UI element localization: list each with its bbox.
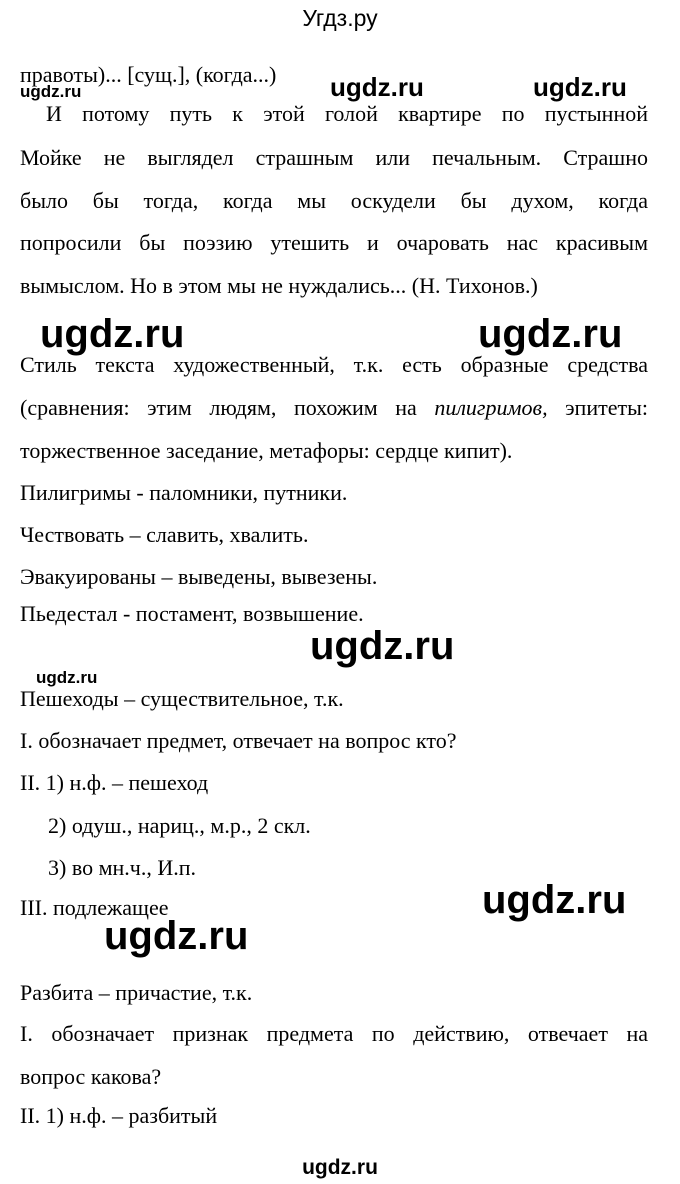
paragraph-line: было бы тогда, когда мы оскудели бы духом, когда: [20, 188, 648, 213]
footer-watermark: ugdz.ru: [302, 1156, 378, 1179]
watermark-lower-left: ugdz.ru: [104, 914, 249, 958]
morphology-line: II. 1) н.ф. – разбитый: [20, 1103, 218, 1128]
paragraph-line: [20, 395, 648, 421]
definition-line: Чествовать – славить, хвалить.: [20, 522, 309, 547]
morphology-line: III. подлежащее: [20, 895, 169, 920]
page-header-title: Угдз.ру: [302, 5, 378, 31]
paragraph-line: торжественное заседание, метафоры: сердце кипит).: [20, 438, 513, 463]
paragraph-line: И потому путь к этой голой квартире по пустынной: [46, 101, 648, 126]
definition-line: Пилигримы - паломники, путники.: [20, 480, 348, 505]
paragraph-line: вымыслом. Но в этом мы не нуждались... (Н. Тихонов.): [20, 273, 538, 298]
paragraph-line: Мойке не выглядел страшным или печальным. Страшно: [20, 145, 648, 170]
watermark-small-left: ugdz.ru: [36, 668, 98, 687]
morphology-line: Разбита – причастие, т.к.: [20, 980, 253, 1005]
italic-word: пилигримов,: [434, 395, 548, 420]
morphology-line: вопрос какова?: [20, 1064, 162, 1089]
watermark-center: ugdz.ru: [310, 624, 455, 668]
paragraph-line: попросили бы поэзию утешить и очаровать нас красивым: [20, 230, 648, 255]
watermark-top-right: ugdz.ru: [533, 72, 627, 102]
definition-line: Эвакуированы – выведены, вывезены.: [20, 564, 378, 589]
watermark-mid-right: ugdz.ru: [478, 312, 623, 356]
text-span: эпитеты:: [547, 395, 648, 420]
paragraph-line: Стиль текста художественный, т.к. есть образные средства: [20, 352, 648, 377]
morphology-line: 3) во мн.ч., И.п.: [48, 855, 196, 880]
morphology-line: I. обозначает предмет, отвечает на вопрос кто?: [20, 728, 457, 753]
morphology-line: II. 1) н.ф. – пешеход: [20, 770, 209, 795]
morphology-line: I. обозначает признак предмета по действию, отвечает на: [20, 1021, 648, 1046]
morphology-line: Пешеходы – существительное, т.к.: [20, 686, 344, 711]
watermark-lower-right: ugdz.ru: [482, 878, 627, 922]
text-span: (сравнения: этим людям, похожим на: [20, 395, 435, 420]
watermark-mid-left: ugdz.ru: [40, 312, 185, 356]
definition-line: Пьедестал - постамент, возвышение.: [20, 601, 364, 626]
morphology-line: 2) одуш., нариц., м.р., 2 скл.: [48, 813, 311, 838]
text-line-continuation: правоты)... [сущ.], (когда...): [20, 62, 277, 87]
watermark-top-small: ugdz.ru: [20, 82, 82, 101]
watermark-top-left: ugdz.ru: [330, 72, 424, 102]
